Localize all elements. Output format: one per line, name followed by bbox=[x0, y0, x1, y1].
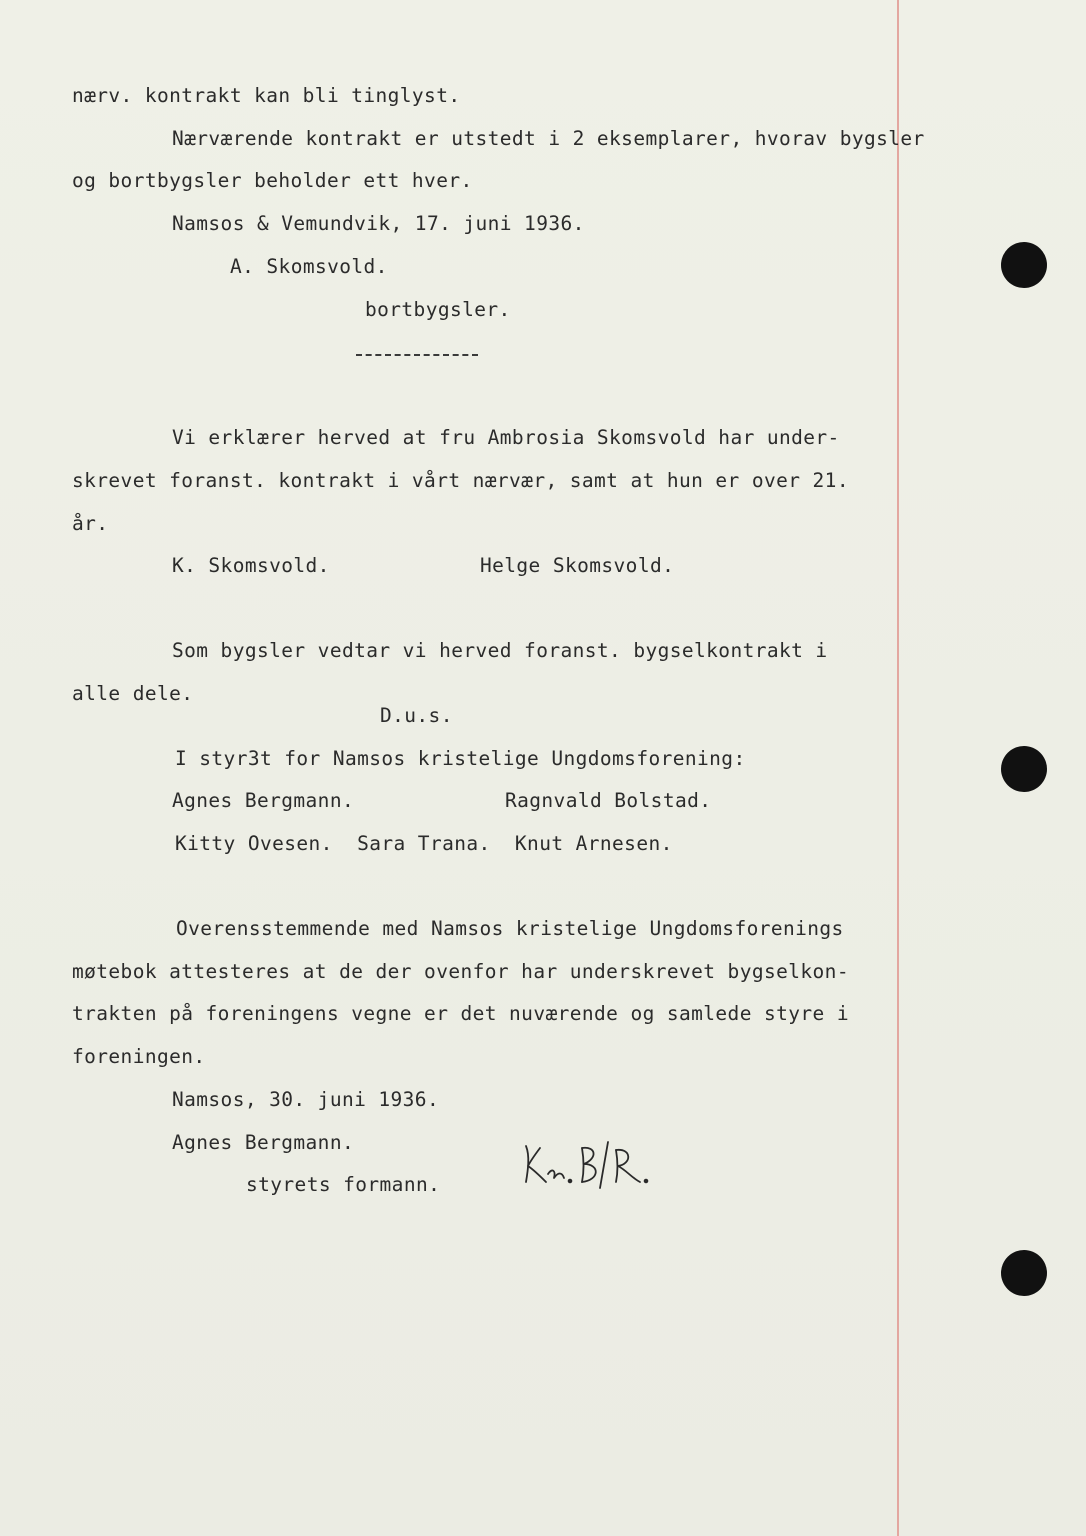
separator-rule bbox=[356, 354, 478, 356]
signatory-name: Agnes Bergmann. bbox=[172, 1131, 355, 1154]
witness-name: K. Skomsvold. bbox=[172, 554, 330, 577]
text-line: D.u.s. bbox=[380, 704, 453, 727]
text-line: Nærværende kontrakt er utstedt i 2 eksemplarer, hvorav bygsler bbox=[172, 127, 925, 150]
board-member-names: Kitty Ovesen. Sara Trana. Knut Arnesen. bbox=[175, 832, 673, 855]
text-line: alle dele. bbox=[72, 682, 194, 705]
signatory-role: styrets formann. bbox=[246, 1173, 441, 1196]
text-line: år. bbox=[72, 512, 109, 535]
text-line: skrevet foranst. kontrakt i vårt nærvær, samt at hun er over 21. bbox=[72, 469, 849, 492]
witness-name: Helge Skomsvold. bbox=[480, 554, 675, 577]
punch-hole bbox=[1001, 1250, 1047, 1296]
margin-line bbox=[897, 0, 899, 1536]
text-line: foreningen. bbox=[72, 1045, 206, 1068]
punch-hole bbox=[1001, 242, 1047, 288]
signatory-role: bortbygsler. bbox=[365, 298, 511, 321]
text-line: I styr3t for Namsos kristelige Ungdomsforening: bbox=[175, 747, 746, 770]
text-line: Vi erklærer herved at fru Ambrosia Skomsvold har under- bbox=[172, 426, 840, 449]
text-line: Som bygsler vedtar vi herved foranst. bygselkontrakt i bbox=[172, 639, 828, 662]
place-date-line: Namsos & Vemundvik, 17. juni 1936. bbox=[172, 212, 585, 235]
punch-hole bbox=[1001, 746, 1047, 792]
text-line: og bortbygsler beholder ett hver. bbox=[72, 169, 473, 192]
text-line: møtebok attesteres at de der ovenfor har underskrevet bygselkon- bbox=[72, 960, 849, 983]
text-line: trakten på foreningens vegne er det nuværende og samlede styre i bbox=[72, 1002, 849, 1025]
place-date-line: Namsos, 30. juni 1936. bbox=[172, 1088, 440, 1111]
text-line: nærv. kontrakt kan bli tinglyst. bbox=[72, 84, 461, 107]
signatory-name: A. Skomsvold. bbox=[230, 255, 388, 278]
board-member-name: Ragnvald Bolstad. bbox=[505, 789, 712, 812]
board-member-name: Agnes Bergmann. bbox=[172, 789, 355, 812]
handwritten-initials-signature bbox=[518, 1138, 678, 1190]
text-line: Overensstemmende med Namsos kristelige Ungdomsforenings bbox=[176, 917, 844, 940]
